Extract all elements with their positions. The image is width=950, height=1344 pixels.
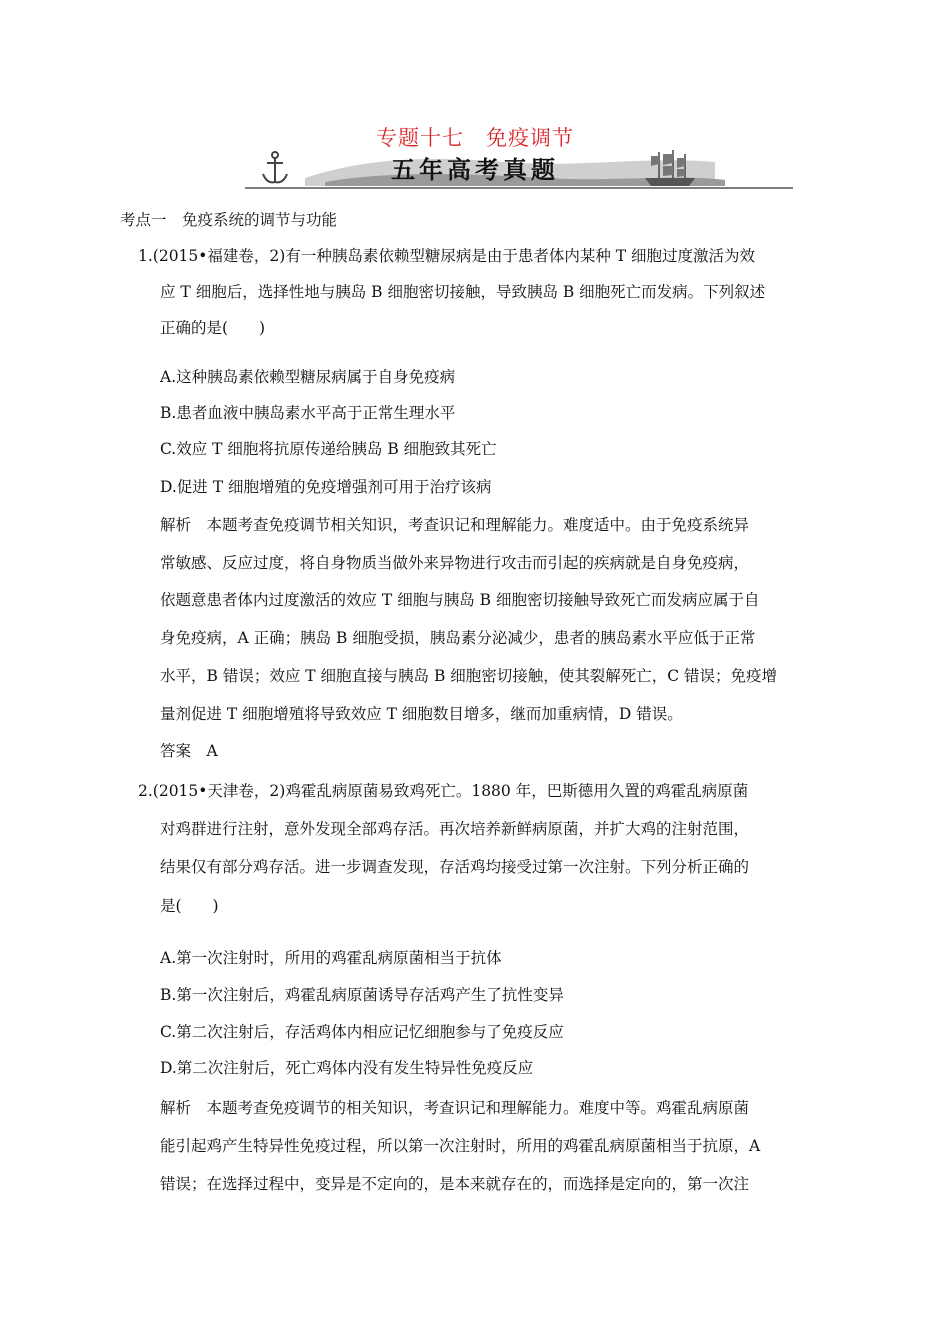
- page-title: 专题十七 免疫调节: [376, 126, 574, 150]
- question-1-line-3: 正确的是( ): [160, 319, 266, 337]
- page-subtitle: 五年高考真题: [391, 156, 559, 184]
- question-2-option-a: A.第一次注射时，所用的鸡霍乱病原菌相当于抗体: [160, 949, 502, 967]
- question-1-option-b: B.患者血液中胰岛素水平高于正常生理水平: [160, 404, 456, 422]
- question-2-line-4: 是( ): [160, 897, 219, 915]
- question-1-answer: 答案 A: [160, 742, 218, 760]
- question-1-option-d: D.促进 T 细胞增殖的免疫增强剂可用于治疗该病: [160, 478, 492, 496]
- question-1-analysis-line: 常敏感、反应过度，将自身物质当做外来异物进行攻击而引起的疾病就是自身免疫病，: [160, 554, 750, 572]
- question-1-option-c: C.效应 T 细胞将抗原传递给胰岛 B 细胞致其死亡: [160, 440, 497, 458]
- question-1-analysis-line: 解析 本题考查免疫调节相关知识，考查识记和理解能力。难度适中。由于免疫系统异: [160, 516, 750, 534]
- question-2-option-d: D.第二次注射后，死亡鸡体内没有发生特异性免疫反应: [160, 1059, 534, 1077]
- question-2-option-b: B.第一次注射后，鸡霍乱病原菌诱导存活鸡产生了抗性变异: [160, 986, 564, 1004]
- question-1-analysis-line: 量剂促进 T 细胞增殖将导致效应 T 细胞数目增多，继而加重病情，D 错误。: [160, 705, 683, 723]
- question-1-line-1: 1.(2015•福建卷，2)有一种胰岛素依赖型糖尿病是由于患者体内某种 T 细胞过度激活为效: [138, 247, 756, 265]
- question-2-analysis-line: 错误；在选择过程中，变异是不定向的，是本来就存在的，而选择是定向的，第一次注: [160, 1175, 750, 1193]
- question-2-analysis-line: 解析 本题考查免疫调节的相关知识，考查识记和理解能力。难度中等。鸡霍乱病原菌: [160, 1099, 750, 1117]
- question-2-line-2: 对鸡群进行注射，意外发现全部鸡存活。再次培养新鲜病原菌，并扩大鸡的注射范围，: [160, 820, 750, 838]
- question-2-option-c: C.第二次注射后，存活鸡体内相应记忆细胞参与了免疫反应: [160, 1023, 564, 1041]
- question-1-line-2: 应 T 细胞后，选择性地与胰岛 B 细胞密切接触，导致胰岛 B 细胞死亡而发病。下列叙述: [160, 283, 766, 301]
- question-1-option-a: A.这种胰岛素依赖型糖尿病属于自身免疫病: [160, 368, 456, 386]
- question-2-analysis-line: 能引起鸡产生特异性免疫过程，所以第一次注射时，所用的鸡霍乱病原菌相当于抗原，A: [160, 1137, 761, 1155]
- question-2-line-1: 2.(2015•天津卷，2)鸡霍乱病原菌易致鸡死亡。1880 年，巴斯德用久置的鸡霍乱病原菌: [138, 782, 749, 800]
- question-2-line-3: 结果仅有部分鸡存活。进一步调查发现，存活鸡均接受过第一次注射。下列分析正确的: [160, 858, 750, 876]
- question-1-analysis-line: 身免疫病，A 正确；胰岛 B 细胞受损，胰岛素分泌减少，患者的胰岛素水平应低于正常: [160, 629, 756, 647]
- question-1-analysis-line: 依题意患者体内过度激活的效应 T 细胞与胰岛 B 细胞密切接触导致死亡而发病应属于自: [160, 591, 760, 609]
- section-heading: 考点一 免疫系统的调节与功能: [120, 211, 338, 229]
- question-1-analysis-line: 水平，B 错误；效应 T 细胞直接与胰岛 B 细胞密切接触，使其裂解死亡，C 错误；免疫增: [160, 667, 778, 685]
